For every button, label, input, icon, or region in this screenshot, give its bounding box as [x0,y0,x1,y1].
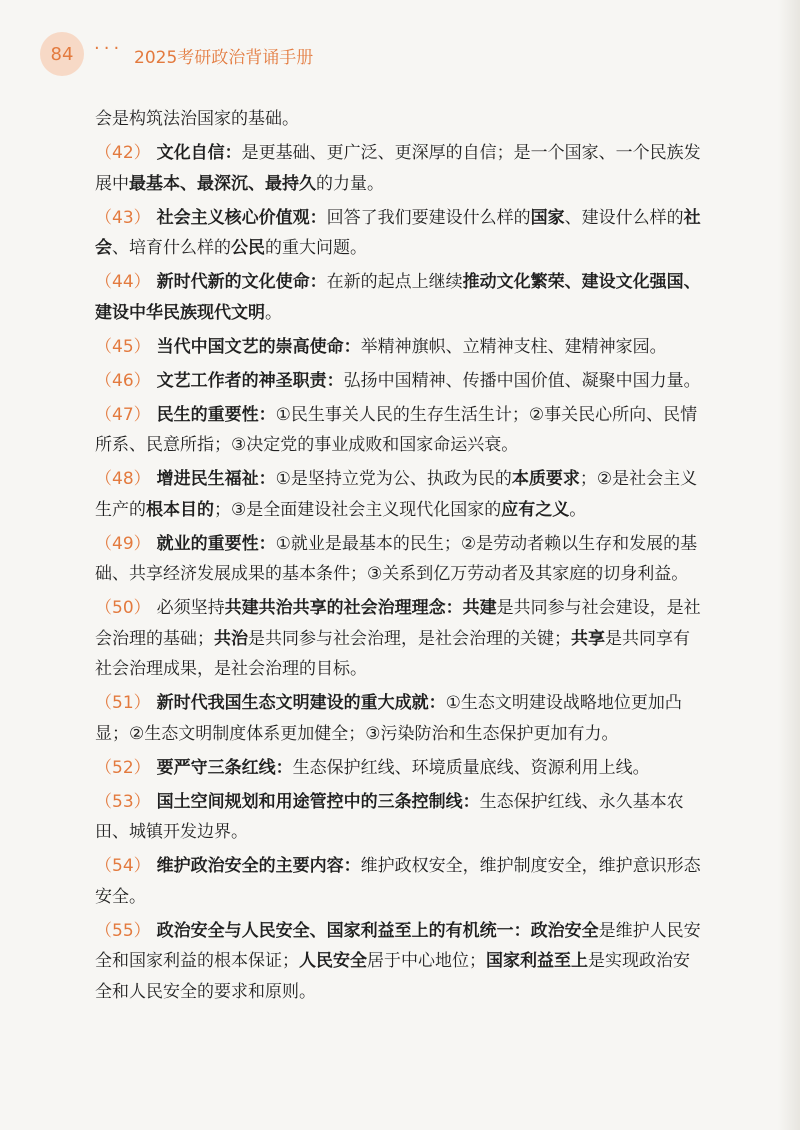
bold-text: 民生的重要性： [156,404,276,425]
body-text: 生态保护红线、环境质量底线、资源利用上线。 [292,757,650,778]
item-number: （47） [95,404,151,425]
bold-text: 要严守三条红线： [156,757,293,778]
item-number: （55） [95,920,151,941]
body-text: 维护政权安全，维护制度安全，维护意识形态安全。 [95,856,701,907]
bold-text: 推动文化繁荣、建设文化强国、建设中华民族现代文明 [95,272,701,323]
numbered-item [95,267,705,328]
page-number-badge [40,32,84,76]
body-text: 、建设什么样的 [564,207,684,228]
continuation-paragraph [95,104,705,135]
bold-text: 公民 [231,238,265,258]
bold-text: 根本目的 [146,499,214,520]
body-text: 。 [569,499,587,520]
bold-text: 应有之义 [501,499,570,520]
body-text: ①是坚持立党为公、执政为民的 [275,469,512,489]
item-number: （43） [95,207,151,228]
bold-text: 维护政治安全的主要内容： [156,856,361,876]
item-number: （46） [95,370,151,391]
bold-text: 共建共治共享的社会治理理念：共建 [224,598,497,618]
bold-text: 社会主义核心价值观： [156,207,327,228]
bold-text: 本质要求 [511,469,580,489]
numbered-item [95,332,705,363]
body-text: ；③是全面建设社会主义现代化国家的 [214,499,502,520]
body-text: ①就业是最基本的民生；②是劳动者赖以生存和发展的基础、共享经济发展成果的基本条件；③关系到亿万劳动者及其家庭的切身利益。 [95,533,698,584]
bold-text: 政治安全与人民安全、国家利益至上的有机统一：政治安全 [156,920,599,941]
page-edge-shadow [778,0,800,1130]
bold-text: 增进民生福祉： [156,469,276,489]
body-text: 的力量。 [316,173,384,194]
item-number: （48） [95,469,151,489]
page-header [30,28,770,80]
bold-text: 人民安全 [299,951,367,971]
body-text: 。 [265,302,282,323]
body-text: 举精神旗帜、立精神支柱、建精神家园。 [360,336,667,357]
bold-text: 当代中国文艺的崇高使命： [156,336,361,357]
bold-text: 就业的重要性： [156,533,276,554]
numbered-item [95,916,705,1008]
item-number: （42） [95,143,151,163]
body-text: 、培育什么样的 [112,238,231,258]
page-body [95,104,705,1011]
item-number: （45） [95,336,151,357]
item-number: （50） [95,598,151,618]
bold-text: 国家 [530,207,565,228]
body-text: 是共同参与社会建设，是社会治理的基础； [95,598,701,649]
bold-text: 文艺工作者的神圣职责： [156,370,344,391]
item-number: （49） [95,533,151,554]
body-text: 是共同享有社会治理成果，是社会治理的目标。 [95,628,690,679]
book-title: 2025考研政治背诵手册 [134,48,314,68]
body-text: 是维护人民安全和国家利益的根本保证； [95,920,701,971]
numbered-item [95,366,705,397]
numbered-item [95,787,705,848]
body-text: ①生态文明建设战略地位更加凸显；②生态文明制度体系更加健全；③污染防治和生态保护更加有力。 [95,693,682,744]
bold-text: 新时代我国生态文明建设的重大成就： [156,693,446,713]
body-text: 是实现政治安全和人民安全的要求和原则。 [95,951,690,1002]
body-text: 是更基础、更广泛、更深厚的自信；是一个国家、一个民族发展中 [95,143,701,194]
bold-text: 国家利益至上 [486,951,588,971]
bold-text: 共治 [214,628,248,649]
body-text: 回答了我们要建设什么样的 [326,207,531,228]
item-number: （51） [95,693,151,713]
bold-text: 文化自信： [156,143,242,163]
item-number: （53） [95,791,151,812]
page-number: 84 [50,43,74,65]
numbered-item [95,203,705,264]
item-number: （52） [95,757,151,778]
header-dots: ··· [94,38,124,59]
body-text: ①民生事关人民的生存生活生计；②事关民心所向、民情所系、民意所指；③决定党的事业成败和国家命运兴衰。 [95,404,698,455]
bold-text: 最基本、最深沉、最持久 [129,173,316,194]
body-text: ；②是社会主义生产的 [95,469,698,520]
body-text: 必须坚持 [156,598,225,618]
bold-text: 新时代新的文化使命： [156,272,327,292]
bold-text: 国土空间规划和用途管控中的三条控制线： [156,791,480,812]
body-text: 弘扬中国精神、传播中国价值、凝聚中国力量。 [343,370,701,391]
bold-text: 社会 [95,207,701,258]
numbered-item [95,400,705,461]
numbered-item [95,529,705,590]
numbered-item [95,753,705,784]
item-number: （54） [95,856,151,876]
item-number: （44） [95,272,151,292]
body-text: 是共同参与社会治理，是社会治理的关键； [248,628,571,649]
body-text: 会是构筑法治国家的基础。 [95,109,299,129]
numbered-item [95,851,705,912]
numbered-item [95,138,705,199]
body-text: 在新的起点上继续 [326,272,463,292]
body-text: 的重大问题。 [265,238,367,258]
body-text: 生态保护红线、永久基本农田、城镇开发边界。 [95,791,684,842]
numbered-item [95,464,705,525]
bold-text: 共享 [571,628,605,649]
body-text: 居于中心地位； [367,951,486,971]
numbered-item [95,593,705,685]
numbered-item [95,688,705,749]
